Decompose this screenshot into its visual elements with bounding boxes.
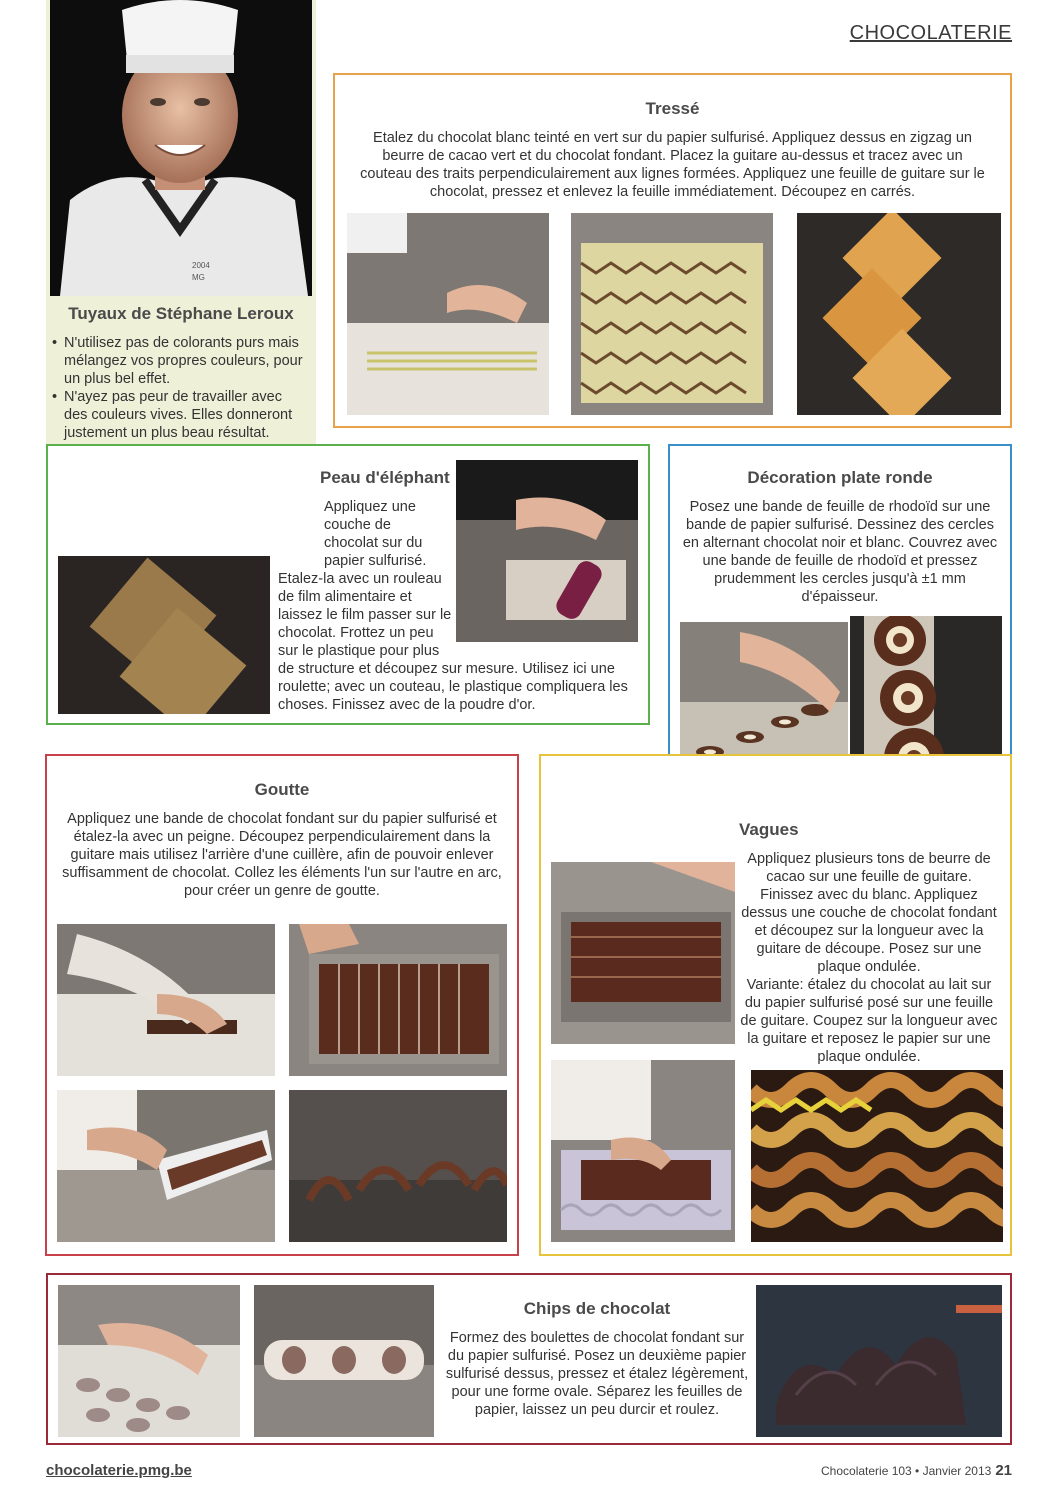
goutte-photo-1 bbox=[57, 924, 275, 1076]
badge-logo: MG bbox=[192, 273, 205, 282]
vagues-text: Appliquez plusieurs tons de beurre de cacao sur une feuille de guitare. Finissez avec du blanc. Appliquez dessus une couche de chocolat fondant et découpez sur la longueur avec la guitare de découpe. Posez sur une plaque ondulée. bbox=[741, 851, 997, 975]
peau-box bbox=[46, 444, 650, 725]
goutte-photo-2 bbox=[289, 924, 507, 1076]
goutte-text: Appliquez une bande de chocolat fondant sur du papier sulfurisé et étalez-la avec un peigne. Découpez perpendiculairement dans la guitare mais utilisez l'arrière d'une cuillère, afin de pouvoir enlever suffisamment de chocolat. Collez les éléments l'un sur l'autre en arc, pour créer un genre de goutte. bbox=[62, 811, 502, 899]
tresse-box bbox=[333, 73, 1012, 428]
decoration-text: Posez une bande de feuille de rhodoïd sur une bande de papier sulfurisé. Dessinez des cercles en alternant chocolat noir et blanc. Couvrez avec une bande de feuille de rhodoïd et pressez prudemment les cercles jusqu'à ±1 mm d'épaisseur. bbox=[682, 499, 998, 605]
goutte-photo-3 bbox=[57, 1090, 275, 1242]
decoration-title: Décoration plate ronde bbox=[747, 468, 933, 487]
goutte-title: Goutte bbox=[254, 780, 310, 799]
peau-text-3: de structure et découpez sur mesure. Utilisez ici une roulette; avec un couteau, le plastique compliquera les choses. Finissez avec de la poudre d'or. bbox=[278, 661, 628, 713]
chips-photo-3 bbox=[756, 1285, 1002, 1437]
tresse-photo-2 bbox=[571, 213, 773, 415]
footer-website[interactable]: chocolaterie.pmg.be bbox=[46, 1462, 192, 1479]
page-number: 21 bbox=[995, 1462, 1012, 1479]
peau-photo-1 bbox=[58, 556, 270, 714]
vagues-photo-1 bbox=[551, 862, 735, 1044]
chips-photo-1 bbox=[58, 1285, 240, 1437]
chips-box bbox=[46, 1273, 1012, 1445]
peau-text-2: Etalez-la avec un rouleau de film alimentaire et laissez le film passer sur le chocolat. Frottez un peu sur le plastique pour plus bbox=[278, 571, 452, 659]
tips-title: Tuyaux de Stéphane Leroux bbox=[68, 304, 294, 323]
chef-photo bbox=[50, 0, 312, 296]
tresse-photo-3 bbox=[797, 213, 1001, 415]
goutte-photo-4 bbox=[289, 1090, 507, 1242]
peau-title: Peau d'éléphant bbox=[320, 468, 450, 487]
goutte-box bbox=[45, 754, 519, 1256]
vagues-photo-3 bbox=[751, 1070, 1003, 1242]
vagues-variant: Variante: étalez du chocolat au lait sur du papier sulfurisé posé sur une feuille de guitare. Coupez sur la longueur avec la guitare et reposez le papier sur une plaque ondulée. bbox=[740, 977, 998, 1065]
tip-item: • N'utilisez pas de colorants purs mais mélangez vos propres couleurs, pour un plus bel effet. bbox=[50, 334, 308, 388]
chips-photo-2 bbox=[254, 1285, 434, 1437]
badge-year: 2004 bbox=[192, 261, 210, 270]
footer-issue-text: Chocolaterie 103 • Janvier 2013 bbox=[821, 1464, 992, 1478]
vagues-photo-2 bbox=[551, 1060, 735, 1242]
vagues-title: Vagues bbox=[739, 820, 799, 839]
chips-text: Formez des boulettes de chocolat fondant sur du papier sulfurisé. Posez un deuxième papier sulfurisé dessus, pressez et étalez légèrement, pour une forme ovale. Séparez les feuilles de papier, laissez un peu durcir et roulez. bbox=[445, 1330, 749, 1418]
vagues-box bbox=[539, 754, 1012, 1256]
tresse-photo-1 bbox=[347, 213, 549, 415]
section-label: CHOCOLATERIE bbox=[849, 22, 1012, 44]
chips-title: Chips de chocolat bbox=[523, 1299, 671, 1318]
decoration-box bbox=[668, 444, 1012, 797]
tresse-text: Etalez du chocolat blanc teinté en vert sur du papier sulfurisé. Appliquez dessus en zigzag un beurre de cacao vert et du chocolat fondant. Placez la guitare au-dessus et tracez avec un couteau des traits perpendiculairement aux lignes formées. Appliquez une feuille de guitare sur le chocolat, pressez et enlevez la feuille immédiatement. Découpez en carrés. bbox=[360, 130, 985, 200]
footer-issue bbox=[821, 1462, 1012, 1479]
tresse-title: Tressé bbox=[645, 99, 700, 118]
peau-text-1: Appliquez une couche de chocolat sur du papier sulfurisé. bbox=[324, 499, 427, 569]
tip-item: • N'ayez pas peur de travailler avec des couleurs vives. Elles donneront justement un plus beau résultat. bbox=[50, 388, 308, 442]
peau-photo-2 bbox=[456, 460, 638, 642]
